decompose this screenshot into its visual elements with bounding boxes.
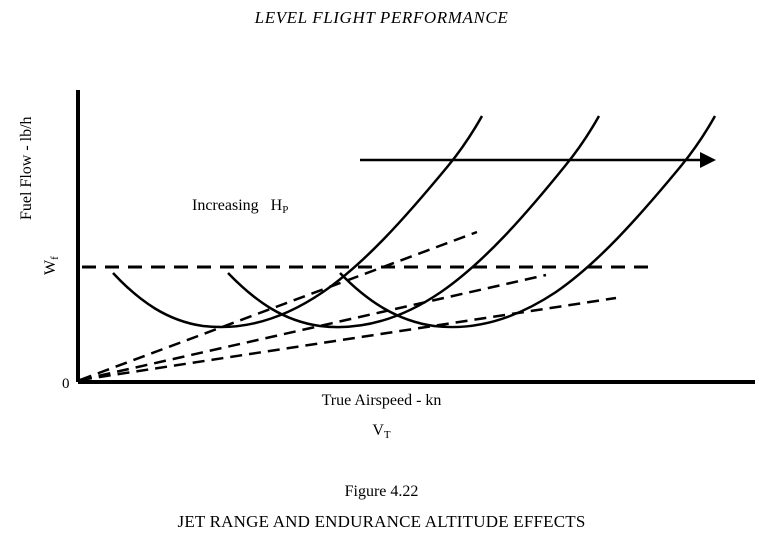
fuel-flow-curve-mid-altitude [228,116,599,327]
x-axis-label: True Airspeed - kn [321,392,442,409]
origin-label: 0 [62,376,70,392]
y-axis-symbol [42,256,61,275]
x-axis-symbol-letter: V [372,422,384,439]
annotation-symbol: H [270,197,283,214]
annotation-text: Increasing [192,197,259,214]
figure-number: Figure 4.22 [344,483,419,500]
max-range-tangent-mid-altitude [80,275,546,380]
page-title: LEVEL FLIGHT PERFORMANCE [254,8,509,27]
increasing-altitude-arrow-head [700,152,716,168]
y-axis-symbol-subscript: f [49,256,62,260]
figure-caption: JET RANGE AND ENDURANCE ALTITUDE EFFECTS [177,512,586,531]
y-axis-label: Fuel Flow - lb/h [18,116,35,220]
x-axis-symbol-subscript: T [383,429,391,442]
y-axis-symbol-letter: W [42,259,59,275]
fuel-flow-curve-low-altitude [113,116,482,327]
increasing-altitude-annotation [192,197,288,216]
fuel-flow-curve-high-altitude [340,116,715,327]
annotation-symbol-subscript: P [282,204,289,217]
figure-plot-area [0,60,763,460]
x-axis-symbol [0,422,763,441]
